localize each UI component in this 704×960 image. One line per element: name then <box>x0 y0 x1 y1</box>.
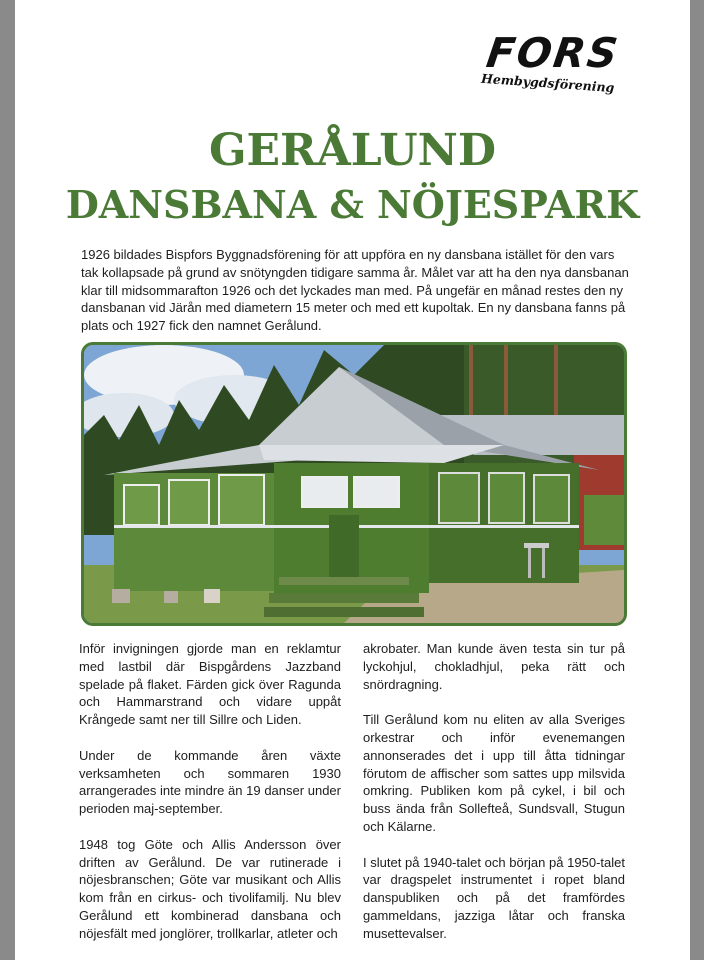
logo-name: FORS <box>483 29 623 77</box>
right-text-column <box>363 640 625 960</box>
left-text-column <box>79 640 341 960</box>
document-page <box>15 0 690 960</box>
intro-paragraph: 1926 bildades Bispfors Byggnadsförening för att uppföra en ny dansbana istället för den vars tak kollapsade på grund av snötyngden tidigare samma år. Målet var att ha den nya dansbanan klar till midsommarafton 1926 och det lyckades man med. På ungefär en månad restes den ny dansbanan vid Järån med diametern 15 meter och med ett kupoltak. En ny dansbana fanns på plats och 1927 fick den namnet Gerålund. <box>81 247 629 334</box>
page-subtitle: DANSBANA & NÖJESPARK <box>65 182 640 227</box>
pavilion-illustration <box>84 345 624 623</box>
right-paragraph-2: Till Gerålund kom nu eliten av alla Sveriges orkestrar och inför evenemangen annonserades det i upp till åtta tidningar förutom de affischer som sattes upp milsvida omkring. Publiken kom på cykel, i bil och buss ända från Sollefteå, Sundsvall, Stugun och Kälarne. <box>363 712 625 834</box>
left-paragraph-1: Inför invigningen gjorde man en reklamtur med lastbil där Bispgårdens Jazzband spelade på flaket. Färden gick över Ragunda och Hammarstrand och vidare uppåt Krångede samt ner till Sillre och Liden. <box>79 641 341 728</box>
right-paragraph-3: I slutet på 1940-talet och början på 1950-talet var dragspelet instrumentet i ropet bland danspubliken och på det framfördes gammeldans, jazziga låtar och franska musettevalser. <box>363 854 625 941</box>
fors-logo <box>481 30 631 102</box>
right-paragraph-1: akrobater. Man kunde även testa sin tur på lyckohjul, chokladhjul, peka rätt och snördragning. <box>363 641 625 692</box>
logo-subtitle: Hembygdsförening <box>480 70 615 96</box>
left-paragraph-3: 1948 tog Göte och Allis Andersson över driften av Gerålund. De var rutinerade i nöjesbranschen; Göte var musikant och Allis kom från en cirkus- och tivolifamilj. Nu blev Gerålund ett kombinerad dansbana och nöjesfält med jonglörer, trollkarlar, atleter och <box>79 836 341 941</box>
page-title: GERÅLUND <box>208 125 497 176</box>
left-paragraph-2: Under de kommande åren växte verksamheten och sommaren 1930 arrangerades inte mindre än 19 danser under perioden maj-september. <box>79 747 341 817</box>
dance-pavilion-photo <box>81 342 627 626</box>
